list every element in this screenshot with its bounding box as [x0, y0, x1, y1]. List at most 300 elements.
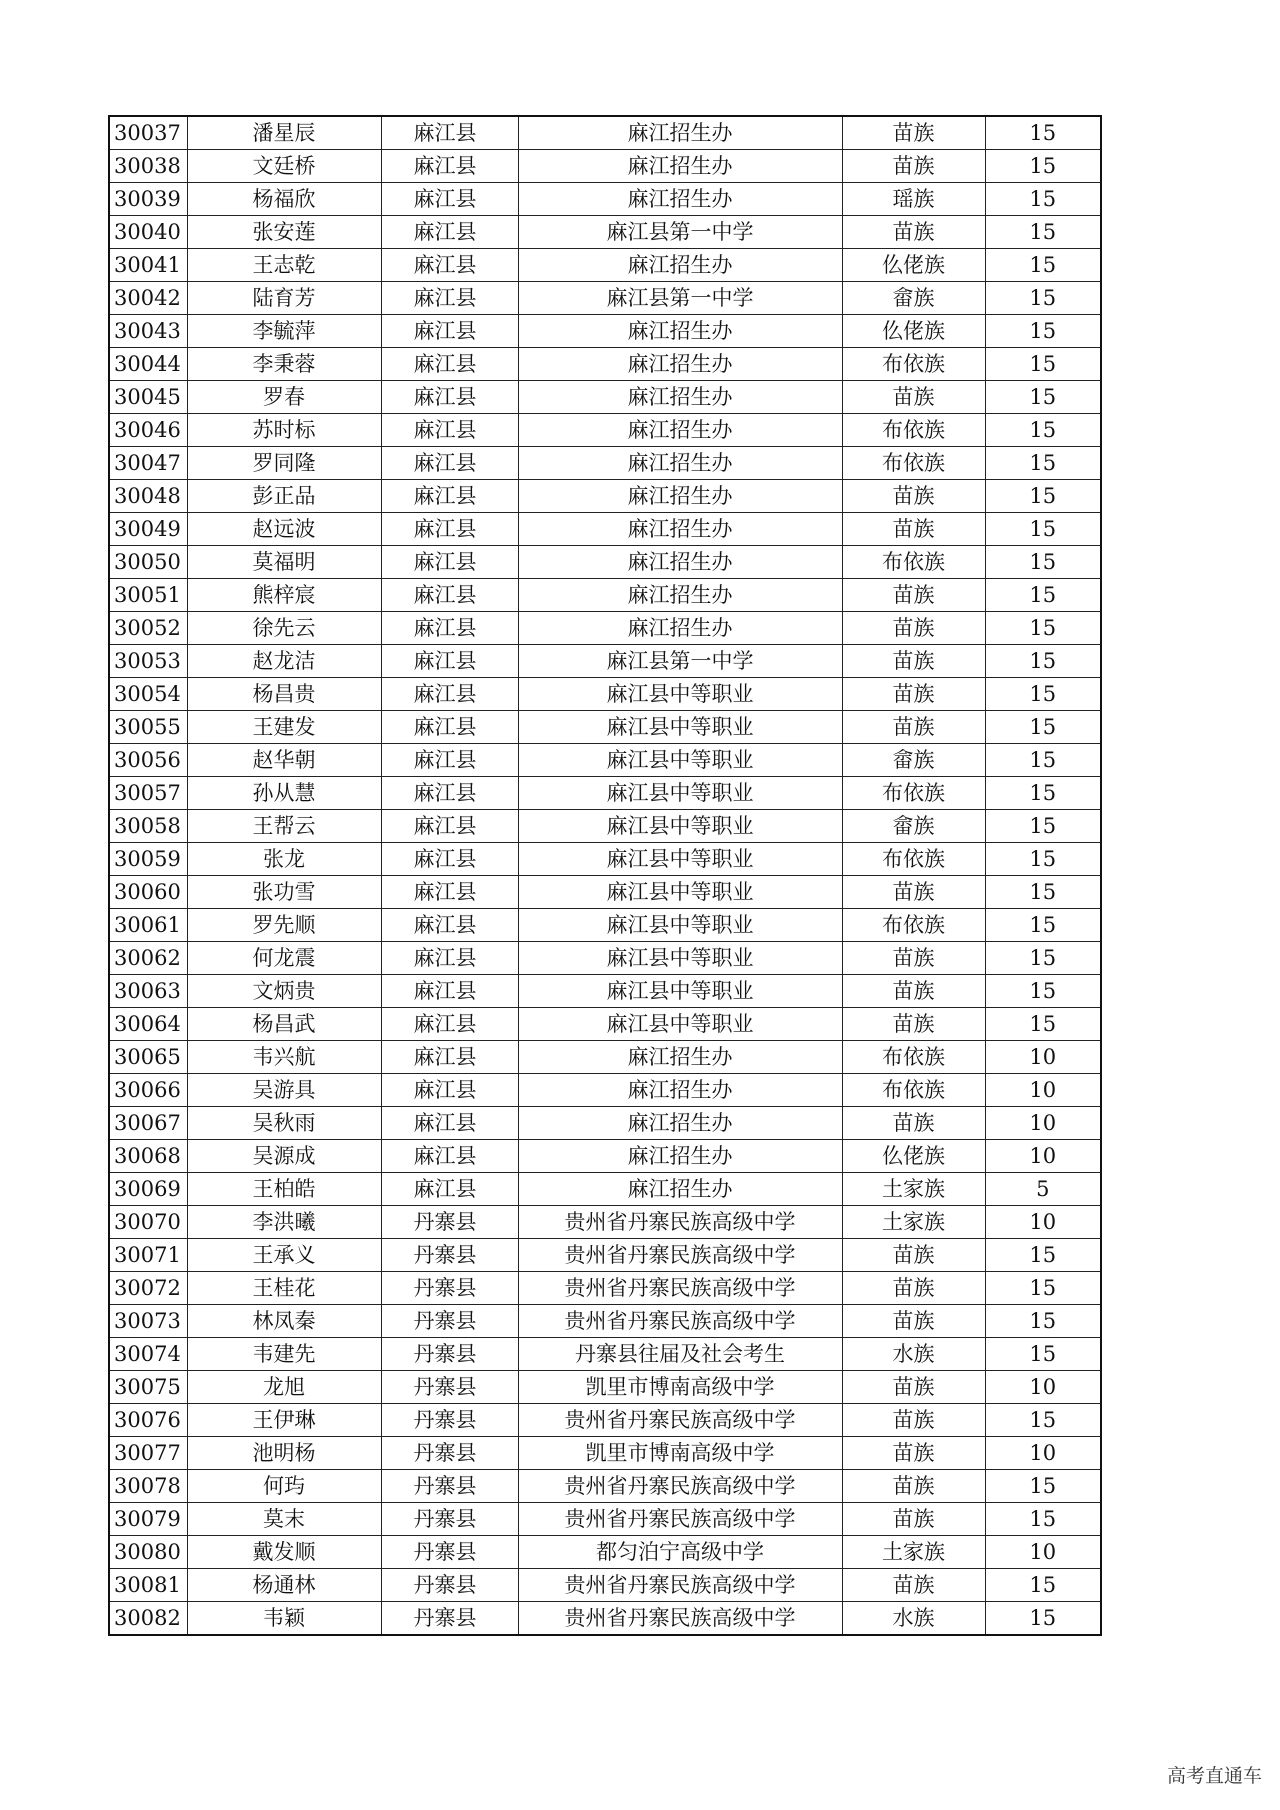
score-cell: 15 — [985, 711, 1101, 744]
score-cell: 15 — [985, 1008, 1101, 1041]
table-row — [109, 1470, 1101, 1503]
id-cell: 30064 — [109, 1008, 187, 1041]
name-cell: 王承义 — [187, 1239, 381, 1272]
school-cell: 麻江县中等职业 — [518, 942, 842, 975]
county-cell: 麻江县 — [381, 744, 518, 777]
id-cell: 30077 — [109, 1437, 187, 1470]
name-cell: 徐先云 — [187, 612, 381, 645]
name-cell: 吴秋雨 — [187, 1107, 381, 1140]
name-cell: 林凤秦 — [187, 1305, 381, 1338]
school-cell: 凯里市博南高级中学 — [518, 1371, 842, 1404]
score-cell: 10 — [985, 1107, 1101, 1140]
county-cell: 麻江县 — [381, 381, 518, 414]
id-cell: 30066 — [109, 1074, 187, 1107]
id-cell: 30072 — [109, 1272, 187, 1305]
score-cell: 15 — [985, 612, 1101, 645]
id-cell: 30063 — [109, 975, 187, 1008]
county-cell: 丹寨县 — [381, 1503, 518, 1536]
table-row — [109, 1239, 1101, 1272]
school-cell: 都匀泊宁高级中学 — [518, 1536, 842, 1569]
county-cell: 麻江县 — [381, 216, 518, 249]
ethnicity-cell: 布依族 — [842, 777, 985, 810]
school-cell: 麻江招生办 — [518, 348, 842, 381]
score-cell: 15 — [985, 777, 1101, 810]
name-cell: 吴源成 — [187, 1140, 381, 1173]
name-cell: 杨通林 — [187, 1569, 381, 1602]
school-cell: 贵州省丹寨民族高级中学 — [518, 1272, 842, 1305]
ethnicity-cell: 苗族 — [842, 216, 985, 249]
id-cell: 30051 — [109, 579, 187, 612]
table-row — [109, 975, 1101, 1008]
school-cell: 麻江招生办 — [518, 1074, 842, 1107]
id-cell: 30053 — [109, 645, 187, 678]
school-cell: 麻江招生办 — [518, 1107, 842, 1140]
score-cell: 15 — [985, 1239, 1101, 1272]
id-cell: 30061 — [109, 909, 187, 942]
ethnicity-cell: 苗族 — [842, 513, 985, 546]
school-cell: 贵州省丹寨民族高级中学 — [518, 1602, 842, 1636]
school-cell: 麻江招生办 — [518, 1173, 842, 1206]
name-cell: 张安莲 — [187, 216, 381, 249]
name-cell: 文廷桥 — [187, 150, 381, 183]
county-cell: 麻江县 — [381, 1107, 518, 1140]
school-cell: 麻江县中等职业 — [518, 975, 842, 1008]
id-cell: 30075 — [109, 1371, 187, 1404]
ethnicity-cell: 苗族 — [842, 1569, 985, 1602]
county-cell: 麻江县 — [381, 249, 518, 282]
name-cell: 王伊琳 — [187, 1404, 381, 1437]
score-cell: 15 — [985, 1338, 1101, 1371]
name-cell: 赵龙洁 — [187, 645, 381, 678]
score-cell: 10 — [985, 1437, 1101, 1470]
table-body — [109, 116, 1101, 1635]
ethnicity-cell: 苗族 — [842, 711, 985, 744]
ethnicity-cell: 苗族 — [842, 975, 985, 1008]
table-row — [109, 1536, 1101, 1569]
county-cell: 麻江县 — [381, 843, 518, 876]
table-row — [109, 1041, 1101, 1074]
ethnicity-cell: 畲族 — [842, 810, 985, 843]
ethnicity-cell: 苗族 — [842, 1503, 985, 1536]
score-cell: 15 — [985, 843, 1101, 876]
county-cell: 麻江县 — [381, 315, 518, 348]
county-cell: 麻江县 — [381, 282, 518, 315]
id-cell: 30060 — [109, 876, 187, 909]
id-cell: 30049 — [109, 513, 187, 546]
ethnicity-cell: 苗族 — [842, 612, 985, 645]
school-cell: 麻江招生办 — [518, 579, 842, 612]
school-cell: 麻江县中等职业 — [518, 876, 842, 909]
score-cell: 15 — [985, 1272, 1101, 1305]
ethnicity-cell: 布依族 — [842, 1041, 985, 1074]
id-cell: 30055 — [109, 711, 187, 744]
county-cell: 麻江县 — [381, 1074, 518, 1107]
score-cell: 15 — [985, 480, 1101, 513]
table-row — [109, 711, 1101, 744]
county-cell: 麻江县 — [381, 348, 518, 381]
table-row — [109, 678, 1101, 711]
county-cell: 丹寨县 — [381, 1305, 518, 1338]
school-cell: 麻江县中等职业 — [518, 744, 842, 777]
school-cell: 麻江招生办 — [518, 480, 842, 513]
name-cell: 王柏皓 — [187, 1173, 381, 1206]
table-row — [109, 777, 1101, 810]
ethnicity-cell: 苗族 — [842, 1371, 985, 1404]
score-cell: 15 — [985, 909, 1101, 942]
id-cell: 30079 — [109, 1503, 187, 1536]
school-cell: 贵州省丹寨民族高级中学 — [518, 1404, 842, 1437]
county-cell: 麻江县 — [381, 579, 518, 612]
county-cell: 麻江县 — [381, 414, 518, 447]
school-cell: 贵州省丹寨民族高级中学 — [518, 1503, 842, 1536]
county-cell: 麻江县 — [381, 1173, 518, 1206]
table-row — [109, 315, 1101, 348]
table-row — [109, 1404, 1101, 1437]
name-cell: 罗同隆 — [187, 447, 381, 480]
score-cell: 10 — [985, 1536, 1101, 1569]
score-cell: 15 — [985, 282, 1101, 315]
ethnicity-cell: 畲族 — [842, 744, 985, 777]
ethnicity-cell: 仫佬族 — [842, 315, 985, 348]
county-cell: 麻江县 — [381, 447, 518, 480]
name-cell: 李毓萍 — [187, 315, 381, 348]
score-cell: 10 — [985, 1041, 1101, 1074]
school-cell: 麻江招生办 — [518, 381, 842, 414]
name-cell: 张龙 — [187, 843, 381, 876]
id-cell: 30052 — [109, 612, 187, 645]
table-row — [109, 1074, 1101, 1107]
county-cell: 麻江县 — [381, 513, 518, 546]
id-cell: 30044 — [109, 348, 187, 381]
ethnicity-cell: 苗族 — [842, 645, 985, 678]
score-cell: 15 — [985, 1404, 1101, 1437]
county-cell: 麻江县 — [381, 777, 518, 810]
table-row — [109, 381, 1101, 414]
school-cell: 麻江县中等职业 — [518, 810, 842, 843]
table-row — [109, 1569, 1101, 1602]
name-cell: 何玙 — [187, 1470, 381, 1503]
name-cell: 文炳贵 — [187, 975, 381, 1008]
ethnicity-cell: 布依族 — [842, 414, 985, 447]
county-cell: 麻江县 — [381, 183, 518, 216]
id-cell: 30050 — [109, 546, 187, 579]
school-cell: 麻江县中等职业 — [518, 1008, 842, 1041]
table-row — [109, 1602, 1101, 1636]
table-row — [109, 1437, 1101, 1470]
document-table-container — [108, 115, 1100, 1636]
school-cell: 麻江县第一中学 — [518, 645, 842, 678]
county-cell: 麻江县 — [381, 678, 518, 711]
name-cell: 何龙震 — [187, 942, 381, 975]
id-cell: 30047 — [109, 447, 187, 480]
name-cell: 苏时标 — [187, 414, 381, 447]
watermark-text: 高考直通车 — [1166, 1765, 1262, 1787]
county-cell: 麻江县 — [381, 810, 518, 843]
school-cell: 麻江招生办 — [518, 315, 842, 348]
ethnicity-cell: 布依族 — [842, 546, 985, 579]
county-cell: 丹寨县 — [381, 1437, 518, 1470]
ethnicity-cell: 苗族 — [842, 1008, 985, 1041]
id-cell: 30039 — [109, 183, 187, 216]
school-cell: 麻江县第一中学 — [518, 282, 842, 315]
name-cell: 王志乾 — [187, 249, 381, 282]
county-cell: 丹寨县 — [381, 1239, 518, 1272]
score-cell: 15 — [985, 744, 1101, 777]
school-cell: 麻江招生办 — [518, 183, 842, 216]
score-cell: 15 — [985, 876, 1101, 909]
score-cell: 15 — [985, 381, 1101, 414]
id-cell: 30069 — [109, 1173, 187, 1206]
name-cell: 罗春 — [187, 381, 381, 414]
ethnicity-cell: 布依族 — [842, 348, 985, 381]
score-cell: 15 — [985, 249, 1101, 282]
county-cell: 麻江县 — [381, 909, 518, 942]
county-cell: 麻江县 — [381, 1008, 518, 1041]
score-cell: 15 — [985, 348, 1101, 381]
score-cell: 10 — [985, 1371, 1101, 1404]
ethnicity-cell: 土家族 — [842, 1536, 985, 1569]
id-cell: 30076 — [109, 1404, 187, 1437]
county-cell: 麻江县 — [381, 1041, 518, 1074]
county-cell: 麻江县 — [381, 480, 518, 513]
county-cell: 麻江县 — [381, 546, 518, 579]
table-row — [109, 1008, 1101, 1041]
table-row — [109, 843, 1101, 876]
ethnicity-cell: 苗族 — [842, 1272, 985, 1305]
county-cell: 麻江县 — [381, 711, 518, 744]
county-cell: 丹寨县 — [381, 1569, 518, 1602]
school-cell: 贵州省丹寨民族高级中学 — [518, 1206, 842, 1239]
ethnicity-cell: 瑶族 — [842, 183, 985, 216]
id-cell: 30037 — [109, 116, 187, 150]
school-cell: 麻江招生办 — [518, 612, 842, 645]
name-cell: 熊梓宸 — [187, 579, 381, 612]
id-cell: 30043 — [109, 315, 187, 348]
school-cell: 麻江县中等职业 — [518, 678, 842, 711]
ethnicity-cell: 土家族 — [842, 1173, 985, 1206]
ethnicity-cell: 土家族 — [842, 1206, 985, 1239]
name-cell: 潘星辰 — [187, 116, 381, 150]
school-cell: 贵州省丹寨民族高级中学 — [518, 1239, 842, 1272]
school-cell: 贵州省丹寨民族高级中学 — [518, 1569, 842, 1602]
table-row — [109, 1338, 1101, 1371]
id-cell: 30062 — [109, 942, 187, 975]
county-cell: 麻江县 — [381, 1140, 518, 1173]
school-cell: 麻江招生办 — [518, 414, 842, 447]
id-cell: 30068 — [109, 1140, 187, 1173]
name-cell: 罗先顺 — [187, 909, 381, 942]
name-cell: 赵远波 — [187, 513, 381, 546]
table-row — [109, 116, 1101, 150]
id-cell: 30082 — [109, 1602, 187, 1636]
table-row — [109, 810, 1101, 843]
score-cell: 15 — [985, 513, 1101, 546]
id-cell: 30038 — [109, 150, 187, 183]
table-row — [109, 183, 1101, 216]
id-cell: 30058 — [109, 810, 187, 843]
id-cell: 30041 — [109, 249, 187, 282]
county-cell: 丹寨县 — [381, 1206, 518, 1239]
id-cell: 30080 — [109, 1536, 187, 1569]
ethnicity-cell: 苗族 — [842, 579, 985, 612]
id-cell: 30046 — [109, 414, 187, 447]
county-cell: 麻江县 — [381, 116, 518, 150]
name-cell: 王桂花 — [187, 1272, 381, 1305]
school-cell: 麻江县中等职业 — [518, 777, 842, 810]
table-row — [109, 1140, 1101, 1173]
id-cell: 30081 — [109, 1569, 187, 1602]
table-row — [109, 1503, 1101, 1536]
table-row — [109, 150, 1101, 183]
school-cell: 麻江招生办 — [518, 1140, 842, 1173]
name-cell: 韦颖 — [187, 1602, 381, 1636]
name-cell: 池明杨 — [187, 1437, 381, 1470]
school-cell: 麻江县中等职业 — [518, 909, 842, 942]
county-cell: 麻江县 — [381, 975, 518, 1008]
name-cell: 孙从慧 — [187, 777, 381, 810]
name-cell: 王帮云 — [187, 810, 381, 843]
ethnicity-cell: 苗族 — [842, 678, 985, 711]
ethnicity-cell: 苗族 — [842, 480, 985, 513]
school-cell: 麻江县中等职业 — [518, 711, 842, 744]
score-cell: 15 — [985, 414, 1101, 447]
id-cell: 30071 — [109, 1239, 187, 1272]
table-row — [109, 1107, 1101, 1140]
county-cell: 麻江县 — [381, 612, 518, 645]
score-cell: 15 — [985, 678, 1101, 711]
ethnicity-cell: 布依族 — [842, 447, 985, 480]
school-cell: 麻江招生办 — [518, 447, 842, 480]
id-cell: 30078 — [109, 1470, 187, 1503]
id-cell: 30057 — [109, 777, 187, 810]
school-cell: 麻江县中等职业 — [518, 843, 842, 876]
id-cell: 30040 — [109, 216, 187, 249]
table-row — [109, 1173, 1101, 1206]
school-cell: 麻江招生办 — [518, 546, 842, 579]
county-cell: 丹寨县 — [381, 1371, 518, 1404]
table-row — [109, 744, 1101, 777]
school-cell: 贵州省丹寨民族高级中学 — [518, 1470, 842, 1503]
table-row — [109, 909, 1101, 942]
table-row — [109, 348, 1101, 381]
score-cell: 15 — [985, 1602, 1101, 1636]
score-cell: 15 — [985, 1305, 1101, 1338]
table-row — [109, 216, 1101, 249]
score-cell: 15 — [985, 116, 1101, 150]
name-cell: 龙旭 — [187, 1371, 381, 1404]
ethnicity-cell: 布依族 — [842, 843, 985, 876]
id-cell: 30065 — [109, 1041, 187, 1074]
ethnicity-cell: 苗族 — [842, 150, 985, 183]
county-cell: 麻江县 — [381, 876, 518, 909]
score-cell: 15 — [985, 183, 1101, 216]
ethnicity-cell: 苗族 — [842, 1107, 985, 1140]
school-cell: 凯里市博南高级中学 — [518, 1437, 842, 1470]
name-cell: 莫福明 — [187, 546, 381, 579]
table-row — [109, 1272, 1101, 1305]
ethnicity-cell: 仫佬族 — [842, 249, 985, 282]
ethnicity-cell: 苗族 — [842, 116, 985, 150]
table-row — [109, 414, 1101, 447]
ethnicity-cell: 苗族 — [842, 1404, 985, 1437]
score-cell: 15 — [985, 942, 1101, 975]
table-row — [109, 579, 1101, 612]
name-cell: 陆育芳 — [187, 282, 381, 315]
score-cell: 15 — [985, 1569, 1101, 1602]
county-cell: 麻江县 — [381, 645, 518, 678]
ethnicity-cell: 苗族 — [842, 942, 985, 975]
score-cell: 15 — [985, 1470, 1101, 1503]
score-cell: 15 — [985, 216, 1101, 249]
id-cell: 30045 — [109, 381, 187, 414]
score-cell: 10 — [985, 1140, 1101, 1173]
county-cell: 丹寨县 — [381, 1272, 518, 1305]
table-row — [109, 645, 1101, 678]
name-cell: 王建发 — [187, 711, 381, 744]
table-row — [109, 1206, 1101, 1239]
name-cell: 莫末 — [187, 1503, 381, 1536]
name-cell: 彭正品 — [187, 480, 381, 513]
school-cell: 麻江招生办 — [518, 249, 842, 282]
county-cell: 丹寨县 — [381, 1470, 518, 1503]
table-row — [109, 513, 1101, 546]
id-cell: 30048 — [109, 480, 187, 513]
ethnicity-cell: 布依族 — [842, 1074, 985, 1107]
name-cell: 韦建先 — [187, 1338, 381, 1371]
score-cell: 15 — [985, 315, 1101, 348]
student-list-table — [108, 115, 1102, 1636]
name-cell: 吴游具 — [187, 1074, 381, 1107]
table-row — [109, 1305, 1101, 1338]
id-cell: 30070 — [109, 1206, 187, 1239]
table-row — [109, 876, 1101, 909]
school-cell: 麻江招生办 — [518, 150, 842, 183]
name-cell: 杨昌贵 — [187, 678, 381, 711]
ethnicity-cell: 布依族 — [842, 909, 985, 942]
ethnicity-cell: 苗族 — [842, 381, 985, 414]
school-cell: 麻江县第一中学 — [518, 216, 842, 249]
ethnicity-cell: 苗族 — [842, 1437, 985, 1470]
id-cell: 30067 — [109, 1107, 187, 1140]
score-cell: 15 — [985, 546, 1101, 579]
name-cell: 张功雪 — [187, 876, 381, 909]
school-cell: 丹寨县往届及社会考生 — [518, 1338, 842, 1371]
id-cell: 30073 — [109, 1305, 187, 1338]
ethnicity-cell: 苗族 — [842, 1305, 985, 1338]
county-cell: 丹寨县 — [381, 1404, 518, 1437]
table-row — [109, 480, 1101, 513]
name-cell: 戴发顺 — [187, 1536, 381, 1569]
score-cell: 15 — [985, 645, 1101, 678]
county-cell: 丹寨县 — [381, 1338, 518, 1371]
county-cell: 丹寨县 — [381, 1536, 518, 1569]
ethnicity-cell: 畲族 — [842, 282, 985, 315]
name-cell: 李秉蓉 — [187, 348, 381, 381]
ethnicity-cell: 苗族 — [842, 1470, 985, 1503]
ethnicity-cell: 苗族 — [842, 876, 985, 909]
name-cell: 杨昌武 — [187, 1008, 381, 1041]
id-cell: 30054 — [109, 678, 187, 711]
name-cell: 杨福欣 — [187, 183, 381, 216]
score-cell: 15 — [985, 975, 1101, 1008]
county-cell: 丹寨县 — [381, 1602, 518, 1636]
name-cell: 韦兴航 — [187, 1041, 381, 1074]
ethnicity-cell: 水族 — [842, 1602, 985, 1636]
table-row — [109, 447, 1101, 480]
score-cell: 15 — [985, 447, 1101, 480]
table-row — [109, 1371, 1101, 1404]
id-cell: 30056 — [109, 744, 187, 777]
